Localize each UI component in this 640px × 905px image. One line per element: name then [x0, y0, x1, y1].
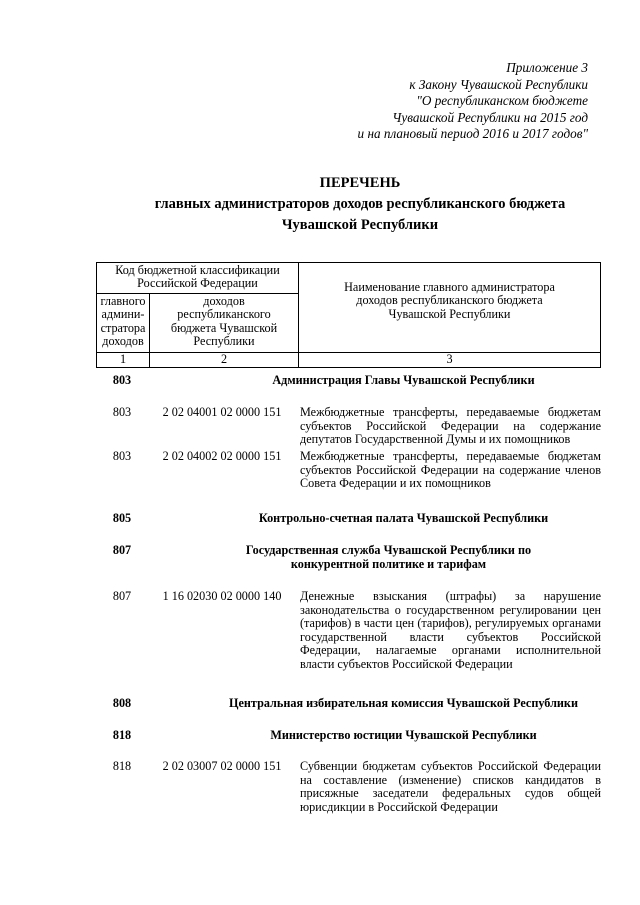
document-title: ПЕРЕЧЕНЬ [319, 175, 401, 191]
admin-code: 808 [112, 696, 132, 710]
income-code: 2 02 04001 02 0000 151 [162, 405, 282, 419]
admin-code: 805 [112, 511, 132, 525]
admin-code: 818 [112, 759, 132, 773]
table-header [96, 262, 601, 368]
income-code: 2 02 04002 02 0000 151 [162, 449, 282, 463]
column-number: 2 [149, 352, 299, 368]
header-code-group: Код бюджетной классификации Российской Федерации [96, 262, 299, 294]
admin-code: 803 [112, 405, 132, 419]
admin-code: 807 [112, 589, 132, 603]
admin-name: Контрольно-счетная палата Чувашской Республики [258, 511, 549, 525]
income-name: Межбюджетные трансферты, передаваемые бюджетам субъектов Российской Федерации на содержание депутатов Государственной Думы и их помощников [300, 405, 601, 447]
income-name: Субвенции бюджетам субъектов Российской Федерации на составление (изменение) списков кандидатов в присяжные заседатели федеральных судов общей юрисдикции в Российской Федерации [300, 759, 601, 814]
admin-name: Министерство юстиции Чувашской Республики [270, 728, 537, 742]
income-code: 2 02 03007 02 0000 151 [162, 759, 282, 773]
header-income-code: доходов республиканского бюджета Чувашской Республики [149, 293, 299, 353]
document-subtitle-line: Чувашской Республики [281, 217, 439, 233]
appendix-line: к Закону Чувашской Республики [409, 76, 588, 92]
appendix-line: Чувашской Республики на 2015 год [392, 109, 588, 125]
income-name: Денежные взыскания (штрафы) за нарушение законодательства о государственном регулировании цен (тарифов) в части цен (тарифов), регулируемых органами государственной власти субъектов Российской Федерации, налагаемые органами исполнительной власти субъектов Российской Федерации [300, 589, 601, 671]
admin-code: 803 [112, 373, 132, 387]
appendix-note [330, 60, 588, 143]
admin-name: Центральная избирательная комиссия Чувашской Республики [229, 696, 578, 710]
income-code: 1 16 02030 02 0000 140 [162, 589, 282, 603]
admin-code: 818 [112, 728, 132, 742]
appendix-line: "О республиканском бюджете [416, 93, 588, 109]
appendix-line: Приложение 3 [506, 60, 588, 75]
header-name: Наименование главного администратора доходов республиканского бюджета Чувашской Республики [298, 262, 601, 353]
admin-name: Государственная служба Чувашской Республики по конкурентной политике и тарифам [245, 543, 532, 571]
admin-code: 807 [112, 543, 132, 557]
admin-name: Администрация Главы Чувашской Республики [272, 373, 535, 387]
column-number: 3 [298, 352, 601, 368]
column-number: 1 [96, 352, 150, 368]
income-name: Межбюджетные трансферты, передаваемые бюджетам субъектов Российской Федерации на содержание членов Совета Федерации и их помощников [300, 449, 601, 491]
header-admin-code: главного админи-стратора доходов [96, 293, 150, 353]
document-subtitle-line: главных администраторов доходов республиканского бюджета [154, 196, 566, 212]
appendix-line: и на плановый период 2016 и 2017 годов" [357, 126, 588, 142]
admin-code: 803 [112, 449, 132, 463]
